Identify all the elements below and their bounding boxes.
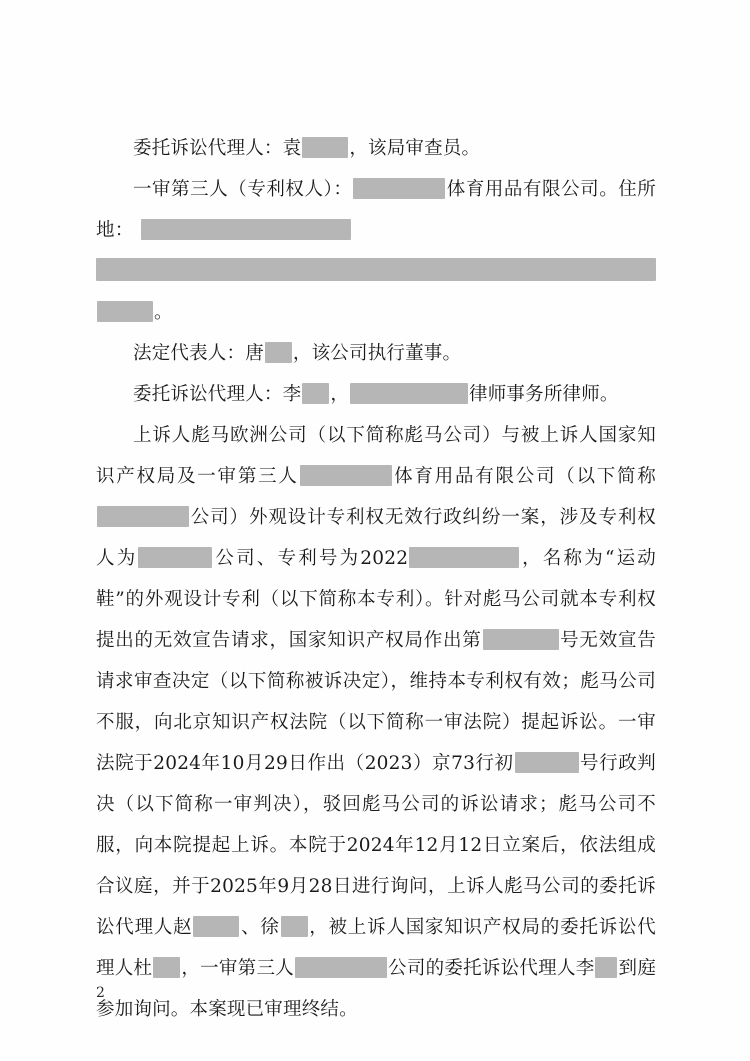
company-suffix: 体育用品有限公司。住所地： bbox=[96, 179, 657, 241]
period-mark: 。 bbox=[154, 302, 173, 323]
suffix-executive-director: ，该公司执行董事。 bbox=[292, 343, 462, 364]
redaction-block bbox=[302, 383, 329, 404]
paragraph-case-summary bbox=[96, 415, 656, 1030]
label-legal-representative: 法定代表人： bbox=[133, 343, 246, 364]
case-summary-part-2: 体育用品有限公司（以下简称 bbox=[392, 466, 656, 487]
suffix-law-firm-lawyer: 律师事务所律师。 bbox=[469, 384, 619, 405]
document-body bbox=[96, 128, 656, 1030]
page-number: 2 bbox=[96, 985, 105, 1001]
paragraph-third-party bbox=[96, 169, 656, 333]
redaction-block bbox=[97, 506, 189, 527]
case-summary-part-5: ，名称为“运动鞋”的外观设计专利（以下简称本专利）。针对彪马公司就本专利权提出的无效宣告请求，国家知识产权局作出第 bbox=[96, 548, 657, 651]
case-summary-part-4: 公司、专利号为2022 bbox=[213, 548, 409, 569]
redaction-block bbox=[350, 383, 468, 404]
case-summary-part-9: ，被上诉人国家知识产权局的委托诉讼代理人杜 bbox=[96, 917, 656, 979]
redaction-block bbox=[141, 219, 351, 240]
redaction-block bbox=[96, 258, 656, 281]
surname-li: 李 bbox=[282, 384, 302, 405]
redaction-block bbox=[595, 957, 617, 978]
redaction-block bbox=[193, 916, 239, 937]
comma-mark: ， bbox=[330, 384, 350, 405]
redaction-block bbox=[265, 342, 292, 363]
case-summary-part-12: 到庭参加询问。本案现已审理终结。 bbox=[96, 958, 657, 1020]
case-summary-part-1: 上诉人彪马欧洲公司（以下简称彪马公司）与被上诉人国家知识产权局及一审第三人 bbox=[96, 425, 656, 487]
label-third-party: 一审第三人（专利权人）： bbox=[133, 179, 353, 200]
paragraph-agent-line-1 bbox=[96, 128, 656, 169]
case-summary-part-10: ，一审第三人 bbox=[181, 958, 294, 979]
case-summary-part-11: 公司的委托诉讼代理人李 bbox=[387, 958, 595, 979]
redaction-block bbox=[138, 547, 212, 568]
redaction-block bbox=[302, 137, 348, 158]
label-entrusted-agent-1: 委托诉讼代理人： bbox=[133, 138, 283, 159]
redaction-block bbox=[153, 957, 180, 978]
redaction-block bbox=[515, 752, 579, 773]
redaction-block bbox=[300, 465, 392, 486]
case-summary-part-7: 号行政判决（以下简称一审判决），驳回彪马公司的诉讼请求；彪马公司不服，向本院提起上诉。本院于2024年12月12日立案后，依法组成合议庭，并于2025年9月28日进行询问，上诉人彪马公司的委托诉讼代理人赵 bbox=[96, 753, 656, 938]
suffix-examiner: ，该局审查员。 bbox=[349, 138, 481, 159]
redaction-block bbox=[97, 301, 153, 322]
paragraph-legal-representative bbox=[96, 333, 656, 374]
surname-yuan: 袁 bbox=[282, 138, 302, 159]
redaction-block bbox=[353, 178, 445, 199]
case-summary-part-3: 公司）外观设计专利权无效行政纠纷一案，涉及专利权人为 bbox=[96, 507, 656, 569]
redaction-block bbox=[295, 957, 387, 978]
redaction-block bbox=[483, 629, 559, 650]
label-entrusted-agent-2: 委托诉讼代理人： bbox=[133, 384, 283, 405]
surname-tang: 唐 bbox=[245, 343, 264, 364]
redaction-block bbox=[281, 916, 308, 937]
redaction-block bbox=[409, 547, 519, 568]
paragraph-agent-line-2 bbox=[96, 374, 656, 415]
case-summary-part-6: 号无效宣告请求审查决定（以下简称被诉决定），维持本专利权有效；彪马公司不服，向北京知识产权法院（以下简称一审法院）提起诉讼。一审法院于2024年10月29日作出（2023）京73行初 bbox=[96, 630, 656, 774]
case-summary-part-8: 、徐 bbox=[240, 917, 280, 938]
